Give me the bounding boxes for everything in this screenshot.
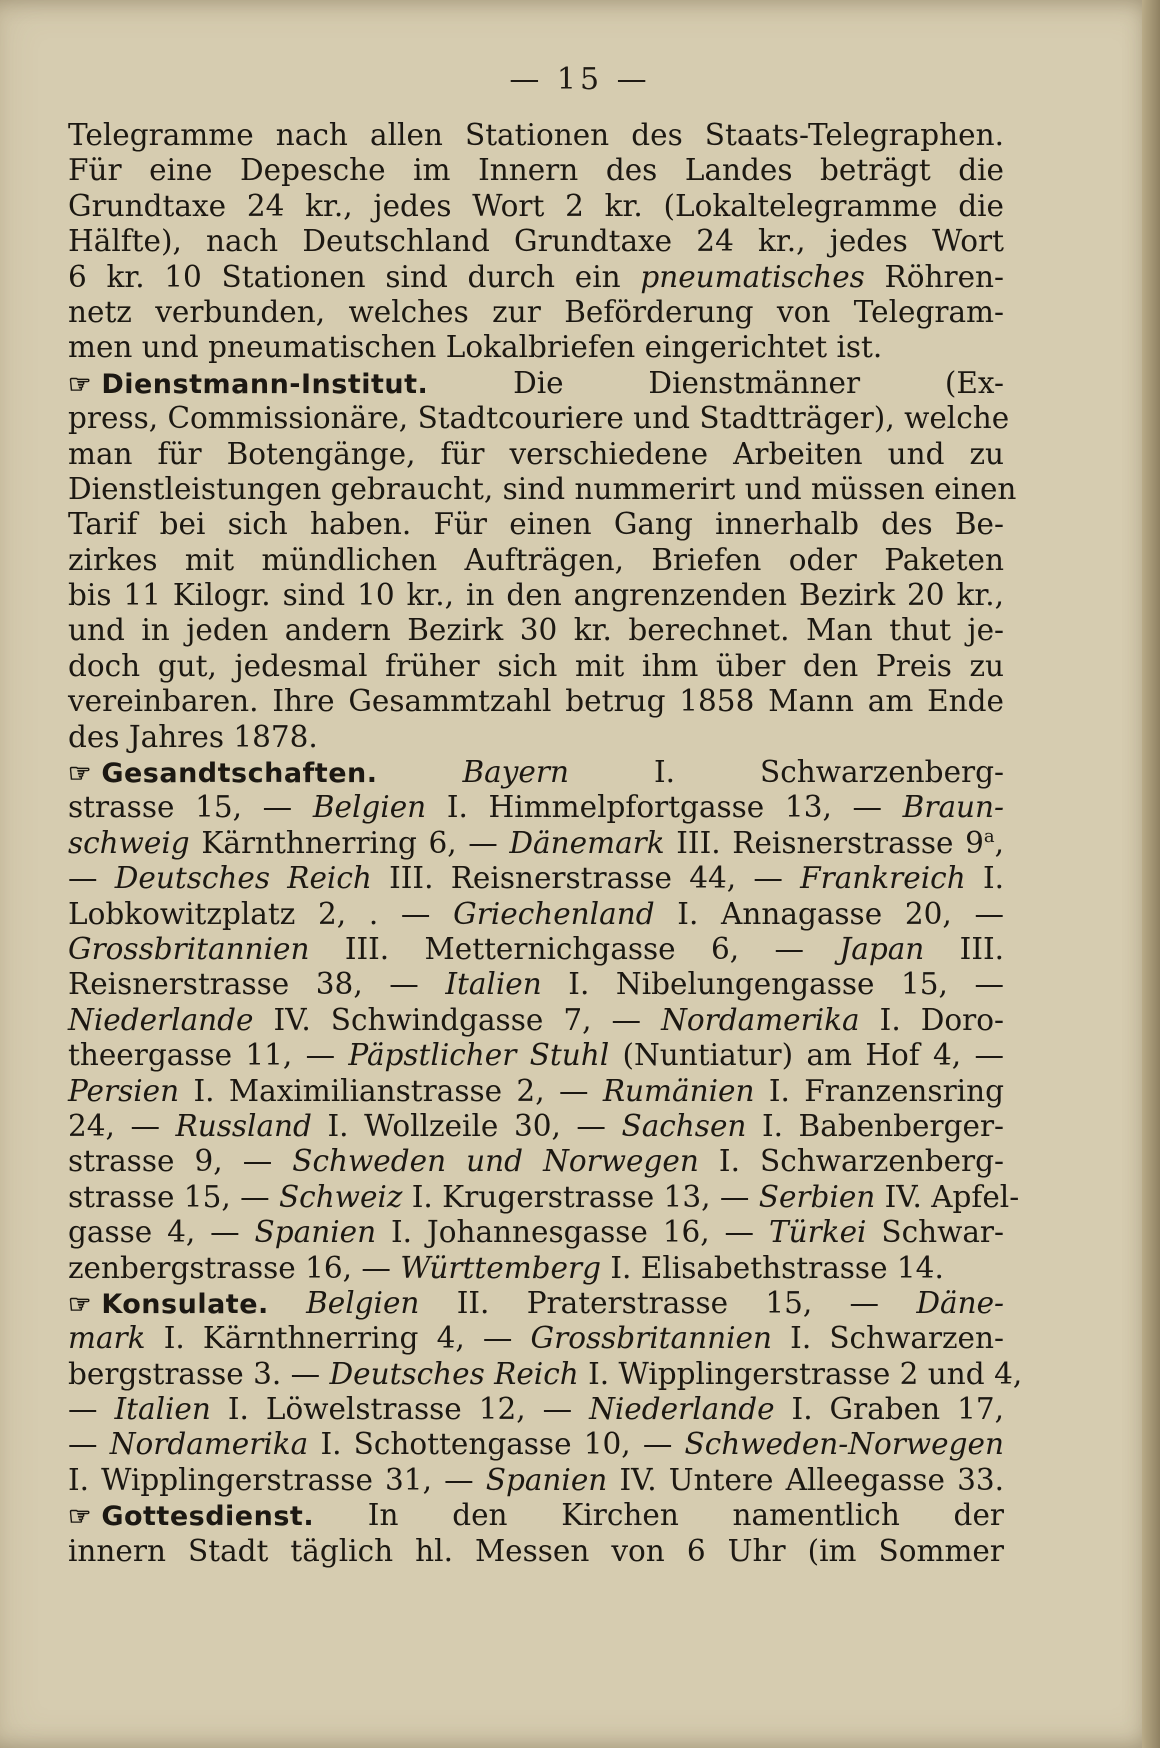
- text-line: [68, 507, 1004, 542]
- text-run: doch gut, jedesmal früher sich mit ihm über den Preis zu: [68, 648, 1004, 683]
- text-line: [68, 189, 1004, 224]
- text-run: I. Kärnthnerring 4, —: [145, 1321, 531, 1356]
- text-line: [68, 1534, 1004, 1569]
- italic-term: Schweiz: [278, 1179, 403, 1214]
- text-run: I. Löwelstrasse 12, —: [210, 1392, 590, 1427]
- text-run: III. Metternichgasse 6, —: [309, 931, 840, 966]
- italic-term: Spanien: [485, 1462, 608, 1497]
- text-run: III. Reisnerstrasse 44, —: [371, 861, 801, 896]
- text-run: In den Kirchen namentlich der: [314, 1498, 1004, 1533]
- italic-term: Italien: [114, 1392, 211, 1427]
- text-line: [68, 1321, 1004, 1356]
- text-line: [68, 1003, 1004, 1038]
- pointing-hand-icon: ☞: [68, 759, 92, 790]
- italic-term: Türkei: [768, 1215, 867, 1250]
- section-heading: Dienstmann-Institut.: [101, 368, 429, 400]
- italic-term: pneumatisches: [640, 259, 865, 294]
- text-line: [68, 1144, 1004, 1179]
- italic-term: Nordamerika: [109, 1427, 309, 1462]
- italic-term: Deutsches Reich: [114, 861, 372, 896]
- text-run: I. Annagasse 20, —: [654, 896, 1004, 931]
- text-run: man für Botengänge, für verschiedene Arbeiten und zu: [68, 436, 1004, 471]
- text-run: des Jahres 1878.: [68, 719, 318, 754]
- text-run: Dienstleistungen gebraucht, sind nummerirt und müssen einen: [68, 471, 1017, 506]
- italic-term: Päpstlicher Stuhl: [348, 1038, 610, 1073]
- text-line: [68, 153, 1004, 188]
- text-line: [68, 1463, 1004, 1498]
- text-line: [68, 330, 1004, 365]
- italic-term: Württemberg: [400, 1250, 601, 1285]
- text-run: zenbergstrasse 16, —: [68, 1250, 401, 1285]
- text-line: [68, 260, 1004, 295]
- text-run: vereinbaren. Ihre Gesammtzahl betrug 1858 Mann am Ende: [68, 684, 1004, 719]
- text-run: innern Stadt täglich hl. Messen von 6 Uhr (im Sommer: [68, 1533, 1004, 1568]
- text-run: I.: [965, 861, 1004, 896]
- italic-term: Griechenland: [453, 896, 655, 931]
- text-run: I. Johannesgasse 16, —: [376, 1215, 769, 1250]
- text-line: [68, 1215, 1004, 1250]
- italic-term: Grossbritannien: [530, 1321, 773, 1356]
- italic-term: Frankreich: [800, 861, 966, 896]
- italic-term: Italien: [445, 967, 542, 1002]
- text-run: men und pneumatischen Lokalbriefen eingerichtet ist.: [68, 330, 883, 365]
- italic-term: Serbien: [758, 1179, 876, 1214]
- text-line: [68, 967, 1004, 1002]
- text-line: [68, 471, 1017, 507]
- text-run: I. Doro-: [859, 1002, 1004, 1037]
- text-line: [68, 1179, 1020, 1215]
- text-run: —: [68, 1427, 110, 1462]
- page-edge-shadow: [1142, 0, 1160, 1748]
- text-run: strasse 15, —: [68, 790, 313, 825]
- italic-term: schweig: [68, 825, 190, 860]
- italic-term: Niederlande: [68, 1002, 254, 1037]
- text-run: I. Nibelungengasse 15, —: [541, 967, 1004, 1002]
- italic-term: Schweden-Norwegen: [684, 1427, 1004, 1462]
- text-run: strasse 15, —: [68, 1179, 279, 1214]
- text-run: gasse 4, —: [68, 1215, 255, 1250]
- italic-term: Deutsches Reich: [329, 1356, 579, 1391]
- text-line: [68, 790, 1004, 825]
- text-run: III.: [924, 931, 1005, 966]
- text-run: netz verbunden, welches zur Beförderung von Telegram-: [68, 294, 1004, 329]
- text-line: [68, 755, 1004, 790]
- text-line: [68, 1074, 1004, 1109]
- text-run: press, Commissionäre, Stadtcouriere und Stadtträger), welche: [68, 401, 1010, 436]
- text-line: [68, 437, 1004, 472]
- text-line: [68, 932, 1004, 967]
- text-run: ,: [994, 825, 1004, 860]
- text-line: [68, 649, 1004, 684]
- text-run: Grundtaxe 24 kr., jedes Wort 2 kr. (Lokaltelegramme die: [68, 188, 1004, 223]
- italic-term: Däne-: [916, 1285, 1004, 1320]
- text-line: [68, 1038, 1004, 1073]
- text-run: I. Franzensring: [754, 1073, 1004, 1108]
- text-line: [68, 1498, 1004, 1533]
- text-run: I. Himmelpfortgasse 13, —: [426, 790, 903, 825]
- text-run: IV. Untere Alleegasse 33.: [607, 1462, 1004, 1497]
- text-run: I. Schwarzen-: [772, 1321, 1004, 1356]
- pointing-hand-icon: ☞: [68, 1289, 92, 1320]
- text-line: [68, 366, 1004, 401]
- italic-term: Bayern: [462, 755, 569, 790]
- text-run: I. Schwarzenberg-: [698, 1144, 1004, 1179]
- text-run: Hälfte), nach Deutschland Grundtaxe 24 kr., jedes Wort: [68, 224, 1004, 259]
- page-number: — 15 —: [509, 62, 651, 97]
- text-run: IV. Schwindgasse 7, —: [253, 1002, 662, 1037]
- pointing-hand-icon: ☞: [68, 1502, 92, 1533]
- text-run: —: [68, 1392, 115, 1427]
- text-line: [68, 684, 1004, 719]
- text-run: 6 kr. 10 Stationen sind durch ein: [68, 259, 641, 294]
- text-line: [68, 1356, 1023, 1392]
- text-run: [378, 755, 463, 789]
- text-run: [269, 1286, 306, 1320]
- text-run: strasse 9, —: [68, 1144, 293, 1179]
- text-run: I. Schwarzenberg-: [569, 755, 1004, 790]
- text-run: Röhren-: [864, 259, 1004, 294]
- italic-term: Belgien: [312, 790, 427, 825]
- text-run: IV. Apfel-: [875, 1179, 1020, 1214]
- text-run: theergasse 11, —: [68, 1038, 349, 1073]
- text-line: [68, 295, 1004, 330]
- text-run: Die Dienstmänner (Ex-: [428, 365, 1004, 400]
- italic-term: Persien: [68, 1073, 180, 1108]
- superscript: a: [983, 825, 995, 847]
- text-run: I. Babenberger-: [746, 1108, 1005, 1143]
- text-line: [68, 543, 1004, 578]
- text-run: I. Wipplingerstrasse 31, —: [68, 1462, 486, 1497]
- section-heading: Konsulate.: [101, 1288, 269, 1320]
- text-line: [68, 613, 1004, 648]
- italic-term: Belgien: [306, 1285, 420, 1320]
- section-heading: Gottesdienst.: [101, 1501, 315, 1533]
- text-line: [68, 578, 1004, 613]
- italic-term: Sachsen: [621, 1108, 747, 1143]
- text-run: I. Wollzeile 30, —: [311, 1108, 622, 1143]
- text-run: I. Graben 17,: [774, 1392, 1004, 1427]
- section-heading: Gesandtschaften.: [101, 758, 378, 790]
- italic-term: Grossbritannien: [68, 931, 310, 966]
- text-run: (Nuntiatur) am Hof 4, —: [609, 1038, 1004, 1073]
- text-run: I. Krugerstrasse 13, —: [402, 1179, 759, 1214]
- text-line: [68, 401, 1010, 436]
- text-run: zirkes mit mündlichen Aufträgen, Briefen oder Paketen: [68, 542, 1004, 577]
- italic-term: Rumänien: [602, 1073, 755, 1108]
- text-run: Kärnthnerring 6, —: [189, 825, 510, 860]
- text-run: Reisnerstrasse 38, —: [68, 967, 446, 1002]
- text-run: I. Wipplingerstrasse 2 und 4,: [578, 1356, 1023, 1391]
- italic-term: Japan: [839, 931, 925, 966]
- text-run: II. Praterstrasse 15, —: [419, 1285, 917, 1320]
- text-run: bis 11 Kilogr. sind 10 kr., in den angrenzenden Bezirk 20 kr.,: [68, 578, 1004, 613]
- text-line: [68, 826, 1004, 861]
- text-run: I. Elisabethstrasse 14.: [601, 1250, 944, 1285]
- text-line: [68, 1286, 1004, 1321]
- italic-term: Dänemark: [509, 825, 665, 860]
- italic-term: Spanien: [254, 1215, 377, 1250]
- text-line: [68, 861, 1004, 896]
- italic-term: mark: [68, 1321, 146, 1356]
- text-run: Schwar-: [866, 1215, 1005, 1250]
- text-run: I. Maximilianstrasse 2, —: [179, 1073, 603, 1108]
- text-line: [68, 1109, 1004, 1144]
- text-run: I. Schottengasse 10, —: [308, 1427, 685, 1462]
- text-run: Telegramme nach allen Stationen des Staats-Telegraphen.: [68, 118, 1004, 152]
- text-run: 24, —: [68, 1108, 176, 1143]
- text-line: [68, 1392, 1004, 1427]
- text-run: Für eine Depesche im Innern des Landes beträgt die: [68, 153, 1004, 188]
- text-line: [68, 897, 1004, 932]
- text-line: [68, 1427, 1004, 1462]
- text-line: [68, 224, 1004, 259]
- text-run: —: [68, 861, 115, 896]
- text-run: III. Reisnerstrasse 9: [664, 825, 984, 860]
- italic-term: Niederlande: [589, 1392, 775, 1427]
- italic-term: Russland: [175, 1108, 312, 1143]
- page-body-text: [68, 118, 1023, 1569]
- italic-term: Braun-: [902, 790, 1005, 825]
- text-run: Lobkowitzplatz 2, . —: [68, 896, 454, 931]
- text-run: bergstrasse 3. —: [68, 1356, 330, 1391]
- text-line: [68, 720, 1004, 755]
- text-run: und in jeden andern Bezirk 30 kr. berechnet. Man thut je-: [68, 613, 1004, 648]
- pointing-hand-icon: ☞: [68, 369, 92, 400]
- text-line: [68, 1251, 1004, 1286]
- text-line: [68, 118, 1004, 153]
- text-run: Tarif bei sich haben. Für einen Gang innerhalb des Be-: [68, 507, 1004, 542]
- italic-term: Schweden und Norwegen: [292, 1144, 699, 1179]
- italic-term: Nordamerika: [661, 1002, 860, 1037]
